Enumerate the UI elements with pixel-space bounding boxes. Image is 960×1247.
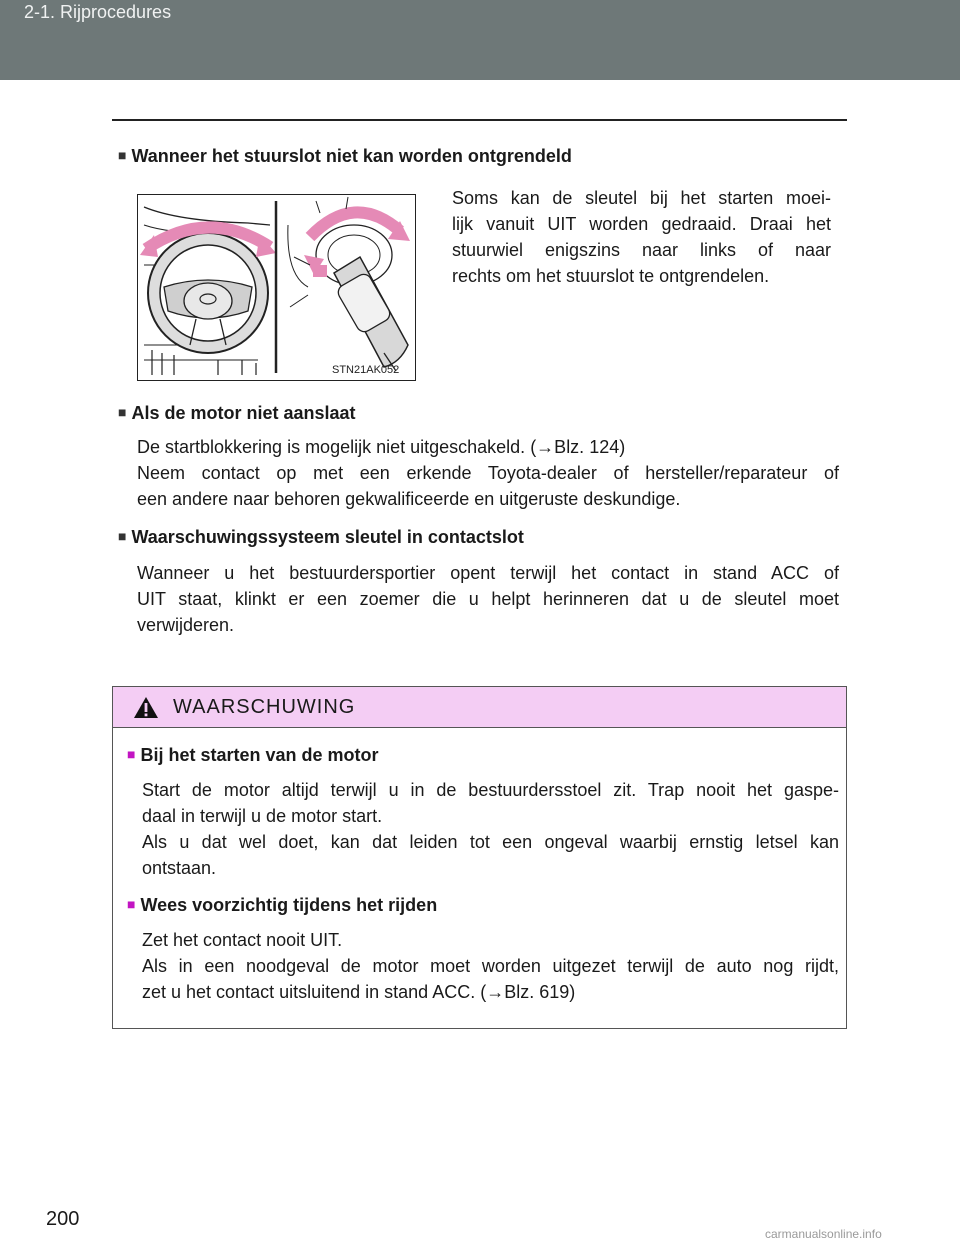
warning-title: WAARSCHUWING xyxy=(173,696,356,718)
warning-header xyxy=(113,687,846,728)
top-rule xyxy=(112,119,847,121)
warning-box xyxy=(112,686,847,1029)
heading-text: Wanneer het stuurslot niet kan worden ontgrendeld xyxy=(131,146,572,166)
warning-item-heading xyxy=(127,745,379,766)
heading-text: Waarschuwingssysteem sleutel in contactslot xyxy=(131,527,524,547)
header-bar xyxy=(0,0,960,80)
square-bullet-icon: ■ xyxy=(118,404,127,420)
section-heading-steering-lock xyxy=(118,146,572,167)
section-heading-key-warning xyxy=(118,527,524,548)
square-bullet-icon: ■ xyxy=(118,528,127,544)
text-line: De startblokkering is mogelijk niet uitgeschakeld. (→Blz. 124) xyxy=(137,437,626,457)
page-number: 200 xyxy=(46,1208,80,1230)
text-line: een andere naar behoren gekwalificeerde en uitgeruste deskundige. xyxy=(137,489,681,509)
heading-text: Wees voorzichtig tijdens het rijden xyxy=(140,895,438,915)
steering-wheel-key-drawing xyxy=(138,195,415,380)
square-bullet-icon: ■ xyxy=(118,147,127,163)
warning-item-text xyxy=(142,927,839,1005)
square-bullet-icon: ■ xyxy=(127,896,136,912)
steering-lock-illustration xyxy=(137,194,416,381)
warning-triangle-icon xyxy=(133,696,159,719)
heading-text: Bij het starten van de motor xyxy=(140,745,379,765)
heading-text: Als de motor niet aanslaat xyxy=(131,403,356,423)
section-title: 2-1. Rijprocedures xyxy=(24,2,172,22)
text-line: zet u het contact uitsluitend in stand ACC. (→Blz. 619) xyxy=(142,982,576,1002)
text-line: daal in terwijl u de motor start. xyxy=(142,806,383,826)
key-warning-text xyxy=(137,560,839,638)
text-line: Als in een noodgeval de motor moet worden uitgezet terwijl de auto nog rijdt, xyxy=(142,956,839,976)
text-line: Neem contact op met een erkende Toyota-dealer of hersteller/reparateur of xyxy=(137,463,839,483)
text-line: rechts om het stuurslot te ontgrendelen. xyxy=(452,266,770,286)
engine-start-text xyxy=(137,434,839,512)
section-heading-engine-start xyxy=(118,403,356,424)
text-line: Wanneer u het bestuurdersportier opent terwijl het contact in stand ACC of xyxy=(137,563,839,583)
text-line: Start de motor altijd terwijl u in de bestuurdersstoel zit. Trap nooit het gaspe- xyxy=(142,780,839,800)
warning-item-heading xyxy=(127,895,437,916)
text-line: Zet het contact nooit UIT. xyxy=(142,930,343,950)
text-line: Als u dat wel doet, kan dat leiden tot een ongeval waarbij ernstig letsel kan xyxy=(142,832,839,852)
text-line: verwijderen. xyxy=(137,615,235,635)
figure-code: STN21AK052 xyxy=(332,364,400,376)
text-line: Soms kan de sleutel bij het starten moei- xyxy=(452,188,831,208)
text-line: ontstaan. xyxy=(142,858,217,878)
warning-item-text xyxy=(142,777,839,881)
watermark: carmanualsonline.info xyxy=(765,1227,882,1241)
square-bullet-icon: ■ xyxy=(127,746,136,762)
text-line: UIT staat, klinkt er een zoemer die u helpt herinneren dat u de sleutel moet xyxy=(137,589,839,609)
text-line: stuurwiel enigszins naar links of naar xyxy=(452,240,831,260)
text-line: lijk vanuit UIT worden gedraaid. Draai het xyxy=(452,214,831,234)
steering-lock-text xyxy=(452,185,831,289)
